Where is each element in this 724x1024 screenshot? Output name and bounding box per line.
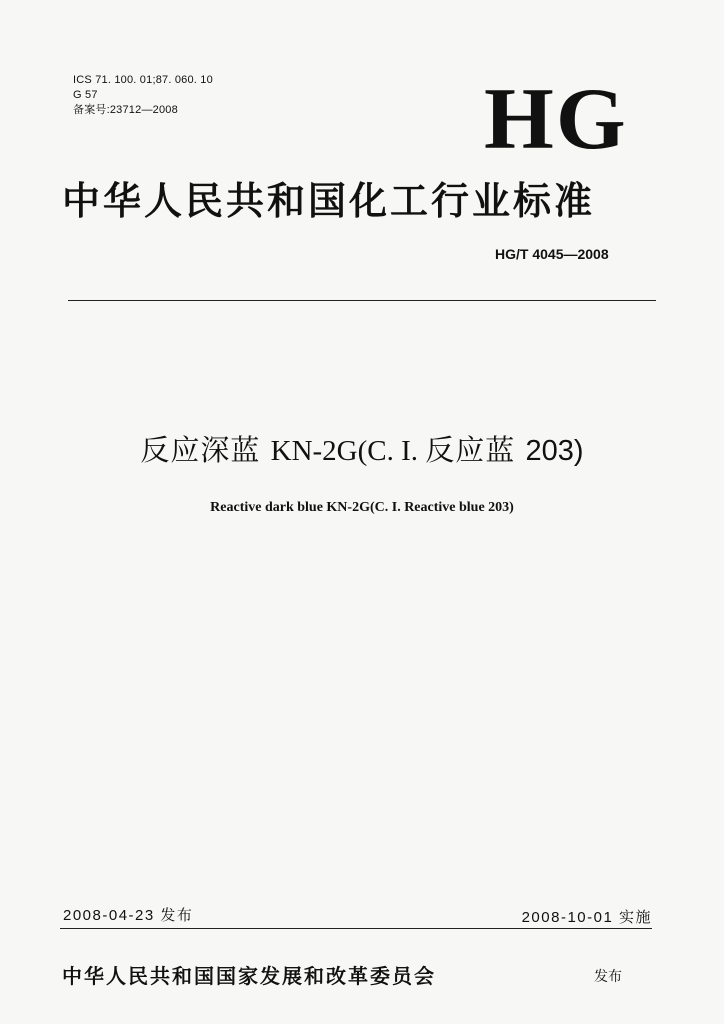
standard-code: HG/T 4045—2008	[495, 246, 609, 262]
ccs-code: G 57	[73, 89, 98, 101]
hg-logo: HG	[484, 71, 628, 168]
record-number: 备案号:23712—2008	[73, 104, 178, 116]
publisher-name: 中华人民共和国国家发展和改革委员会	[62, 964, 436, 988]
title-cn-part1: 反应深蓝	[140, 433, 271, 467]
header-divider	[68, 300, 656, 301]
title-cn-part3: 反应蓝	[425, 433, 526, 467]
standard-category-title: 中华人民共和国化工行业标准	[62, 178, 596, 223]
footer-divider	[60, 928, 652, 929]
implementation-date: 2008-10-01 实施	[521, 909, 652, 926]
document-title-en: Reactive dark blue KN-2G(C. I. Reactive blue 203)	[210, 500, 514, 515]
publisher-suffix: 发布	[594, 969, 622, 985]
title-cn-part4: 203)	[525, 435, 584, 467]
document-title-cn	[0, 432, 724, 469]
classification-block	[73, 73, 213, 118]
issue-date: 2008-04-23 发布	[63, 907, 194, 924]
ics-code: ICS 71. 100. 01;87. 060. 10	[73, 74, 213, 86]
title-cn-part2: KN-2G(C. I.	[270, 435, 426, 467]
